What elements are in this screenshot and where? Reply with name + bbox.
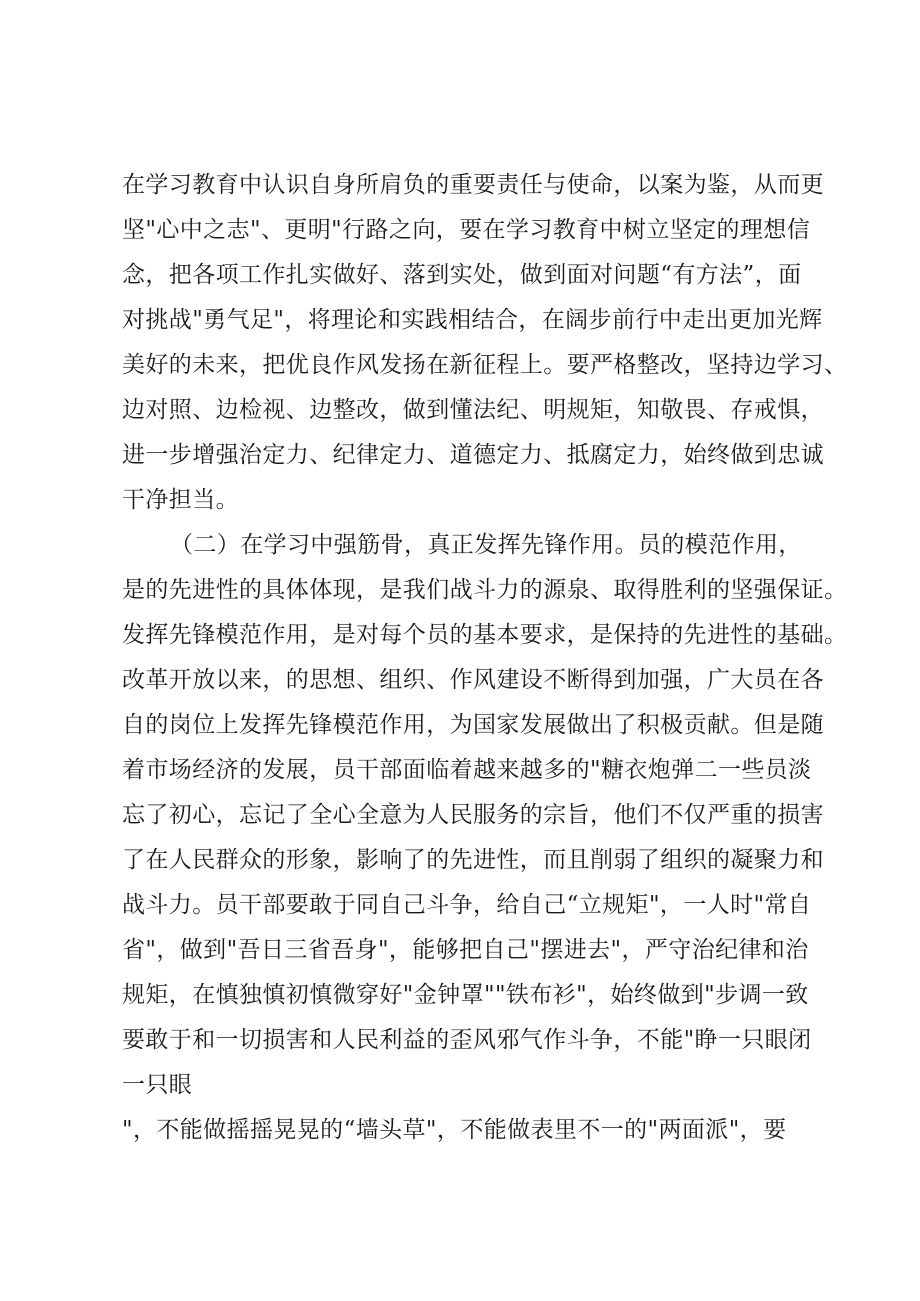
- text-line: "，不能做摇摇晃晃的“墙头草"，不能做表里不一的"两面派"，要: [122, 1117, 787, 1143]
- text-line: 是的先进性的具体体现，是我们战斗力的源泉、取得胜利的坚强保证。: [122, 577, 848, 603]
- text-line: 要敢于和一切损害和人民利益的歪风邪气作斗争，不能"睁一只眼闭: [122, 1027, 812, 1053]
- text-line: 在学习教育中认识自身所肩负的重要责任与使命，以案为鉴，从而更: [122, 172, 824, 198]
- text-line: 对挑战"勇气足"，将理论和实践相结合，在阔步前行中走出更加光辉: [122, 307, 823, 333]
- text-line: 自的岗位上发挥先锋模范作用，为国家发展做出了积极贡献。但是随: [122, 712, 824, 738]
- text-line: 发挥先锋模范作用，是对每个员的基本要求，是保持的先进性的基础。: [122, 622, 848, 648]
- text-line: 边对照、边检视、边整改，做到懂法纪、明规矩，知敬畏、存戒惧，: [122, 397, 824, 423]
- text-line: 规矩，在慎独慎初慎微穿好"金钟罩""铁布衫"，始终做到"步调一致: [122, 982, 809, 1008]
- text-line: 战斗力。员干部要敢于同自己斗争，给自己“立规矩"，一人时"常自: [122, 892, 812, 918]
- section-heading-line: （二）在学习中强筋骨，真正发挥先锋作用。员的模范作用，: [170, 532, 802, 558]
- text-line: 忘了初心，忘记了全心全意为人民服务的宗旨，他们不仅严重的损害: [122, 802, 824, 828]
- text-line: 念，把各项工作扎实做好、落到实处，做到面对问题“有方法”，面: [122, 262, 802, 288]
- text-line: 美好的未来，把优良作风发扬在新征程上。要严格整改，坚持边学习、: [122, 352, 848, 378]
- text-line: 着市场经济的发展，员干部面临着越来越多的"糖衣炮弹二一些员淡: [122, 757, 812, 783]
- text-line: 进一步增强治定力、纪律定力、道德定力、抵腐定力，始终做到忠诚: [122, 442, 824, 468]
- text-line: 了在人民群众的形象，影响了的先进性，而且削弱了组织的凝聚力和: [122, 847, 824, 873]
- text-line: 省"，做到"吾日三省吾身"，能够把自己"摆进去"，严守治纪律和治: [122, 937, 809, 963]
- text-line: 坚"心中之志"、更明"行路之向，要在学习教育中树立坚定的理想信: [122, 217, 811, 243]
- text-line: 一只眼: [122, 1072, 193, 1098]
- text-line: 干净担当。: [122, 487, 239, 513]
- text-line: 改革开放以来，的思想、组织、作风建设不断得到加强，广大员在各: [122, 667, 824, 693]
